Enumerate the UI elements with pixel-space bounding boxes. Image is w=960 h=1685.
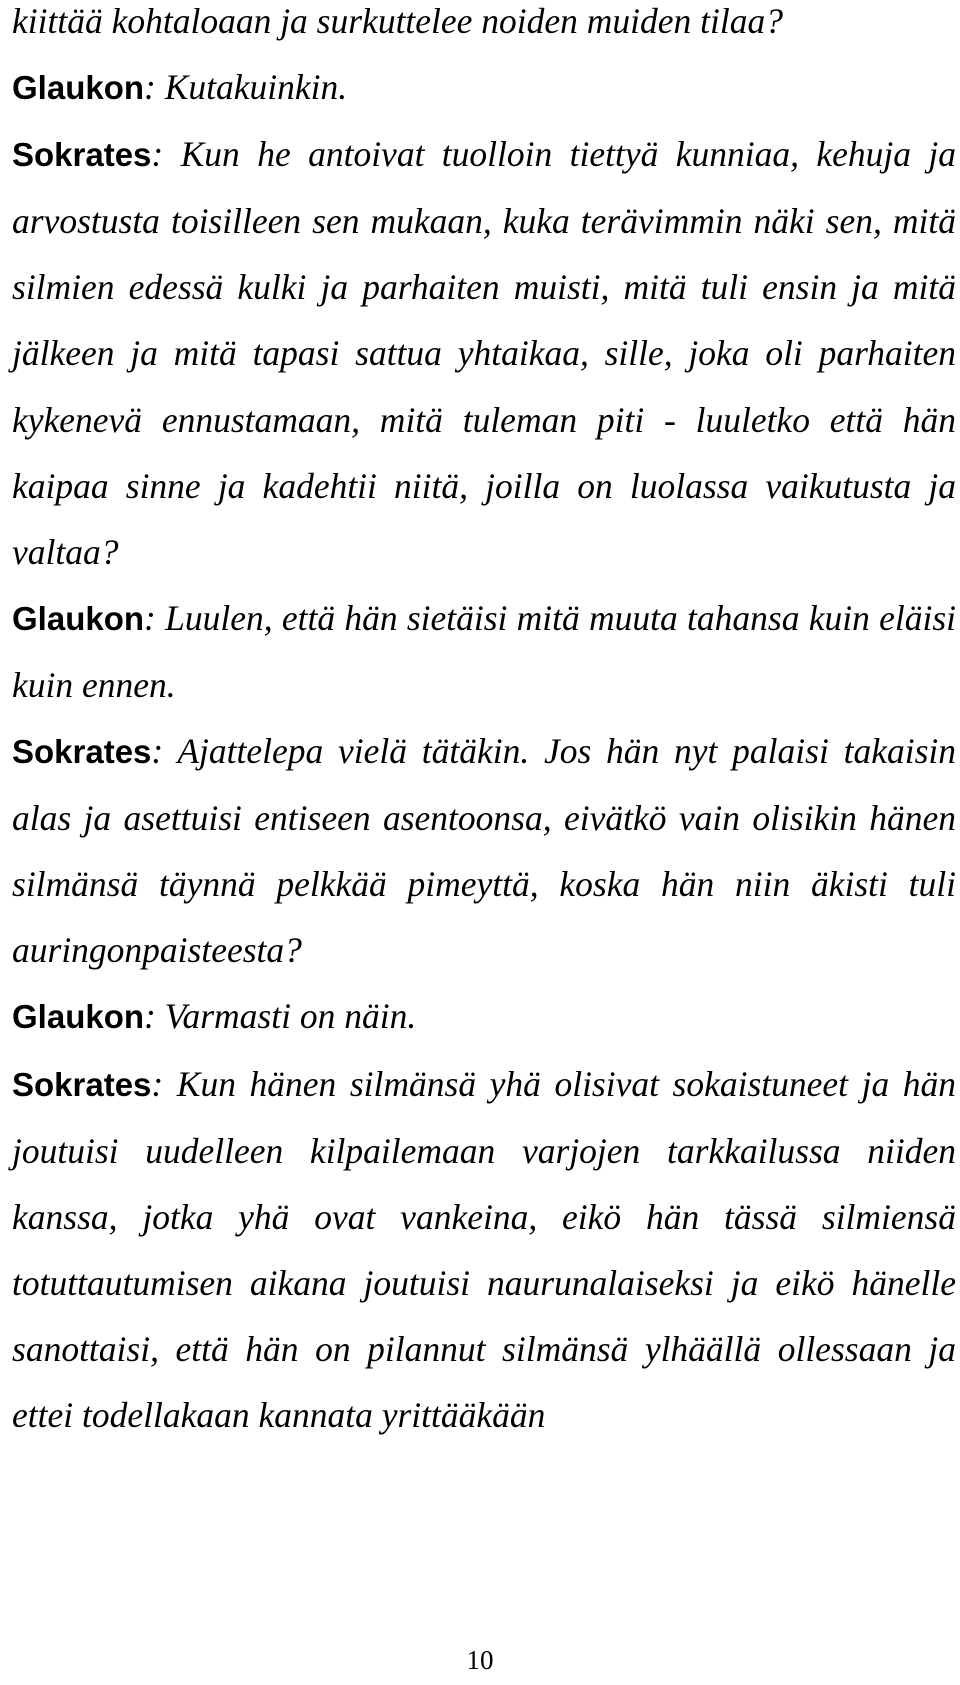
dialogue-text: Ajattelepa vielä tätäkin. Jos hän nyt palaisi takaisin alas ja asettuisi entiseen asentoonsa, eivätkö vain olisikin hänen silmänsä täynnä pelkkää pimeyttä, koska hän niin äkisti tuli auringonpaisteesta? <box>12 731 956 971</box>
dialogue-text: Kun he antoivat tuolloin tiettyä kunniaa, kehuja ja arvostusta toisilleen sen mukaan, kuka terävimmin näki sen, mitä silmien edessä kulki ja parhaiten muisti, mitä tuli ensin ja mitä jälkeen ja mitä tapasi sattua yhtaikaa, sille, joka oli parhaiten kykenevä ennustamaan, mitä tuleman piti - luuletko että hän kaipaa sinne ja kadehtii niitä, joilla on luolassa vaikutusta ja valtaa? <box>12 134 956 572</box>
speaker-colon: : <box>144 67 156 108</box>
speaker-name: Glaukon <box>12 69 145 107</box>
dialogue-glaukon <box>12 54 956 121</box>
document-page <box>12 0 956 1448</box>
speaker-colon: : <box>144 597 156 638</box>
speaker-colon: : <box>151 134 164 175</box>
speaker-colon: : <box>151 731 164 772</box>
dialogue-glaukon <box>12 585 956 718</box>
dialogue-sokrates <box>12 121 956 585</box>
dialogue-sokrates <box>12 718 956 983</box>
dialogue-sokrates <box>12 1051 956 1449</box>
paragraph-continuation <box>12 0 956 54</box>
page-number: 10 <box>466 1645 494 1675</box>
dialogue-text: Kutakuinkin. <box>155 67 348 108</box>
dialogue-glaukon <box>12 983 956 1050</box>
speaker-name: Sokrates <box>12 733 152 771</box>
dialogue-text: Kun hänen silmänsä yhä olisivat sokaistuneet ja hän joutuisi uudelleen kilpailemaan varjojen tarkkailussa niiden kanssa, jotka yhä ovat vankeina, eikö hän tässä silmiensä totuttautumisen aikana joutuisi naurunalaiseksi ja eikö hänelle sanottaisi, että hän on pilannut silmänsä ylhäällä ollessaan ja ettei todellakaan kannata yrittääkään <box>12 1063 956 1435</box>
speaker-name: Glaukon <box>12 998 145 1036</box>
paragraph-text: kiittää kohtaloaan ja surkuttelee noiden muiden tilaa? <box>12 1 784 41</box>
speaker-name: Sokrates <box>12 1065 152 1103</box>
speaker-colon: : <box>151 1063 164 1104</box>
speaker-name: Sokrates <box>12 136 152 174</box>
speaker-colon: : <box>144 996 156 1037</box>
dialogue-text: Varmasti on näin. <box>155 996 417 1037</box>
dialogue-text: Luulen, että hän sietäisi mitä muuta tahansa kuin eläisi kuin ennen. <box>12 597 956 705</box>
speaker-name: Glaukon <box>12 599 145 637</box>
